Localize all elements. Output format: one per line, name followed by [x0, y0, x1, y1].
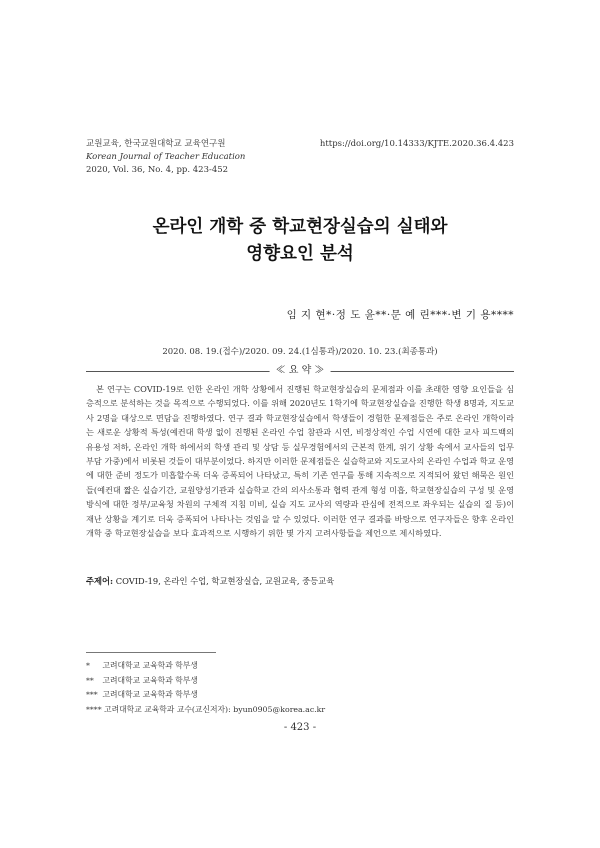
journal-name-en: Korean Journal of Teacher Education	[86, 152, 246, 162]
paper-title-line-2: 영향요인 분석	[246, 244, 354, 264]
footnote-mark: ****	[86, 704, 102, 714]
doi-link[interactable]: https://doi.org/10.14333/KJTE.2020.36.4.423	[319, 139, 514, 149]
footnote-text: 고려대학교 교육학과 학부생	[102, 690, 198, 700]
author-list: 임 지 현*·정 도 윤**·문 예 린***·변 기 용****	[286, 309, 514, 321]
abstract-body: 본 연구는 COVID-19로 인한 온라인 개학 상황에서 진행된 학교현장실습의 문제점과 이를 초래한 영향 요인들을 심층적으로 분석하는 것을 목적으로 수행되었다. 이를 위해 2020년도 1학기에 학교현장실습을 진행한 학생 8명과, 지도교사 2명을 대상으로 면담을 진행하였다. 연구 결과 학교현장실습에서 학생들이 경험한 문제점들은 주로 온라인 개학이라는 새로운 상황적 특성(예컨대 학생 없이 진행된 온라인 수업 참관과 시연, 비정상적인 수업 시연에 대한 교사 피드백의 유용성 저하, 온라인 개학 하에서의 학생 관리 및 상담 등 실무경험에서의 근본적 한계, 위기 상황 속에서 교사들의 업무 부담 가중)에서 비롯된 것들이 대부분이었다. 하지만 이러한 문제점들은 실습학교와 지도교사의 온라인 수업과 학교 운영에 대한 준비 정도가 미흡할수록 더욱 증폭되어 나타났고, 특히 기존 연구를 통해 지속적으로 지적되어 왔던 해묵은 원인들(예컨대 짧은 실습기간, 교원양성기관과 실습학교 간의 의사소통과 협력 관계 형성 미흡, 학교현장실습의 구성 및 운영방식에 대한 정부/교육청 차원의 구체적 지침 미비, 실습 지도 교사의 역량과 관심에 전적으로 좌우되는 실습의 질 등)이 재난 상황을 계기로 더욱 증폭되어 나타나는 것임을 알 수 있었다. 이러한 연구 결과를 바탕으로 연구자들은 향후 온라인 개학 중 학교현장실습을 보다 효과적으로 시행하기 위한 몇 가지 고려사항들을 제언으로 제시하였다.	[86, 384, 514, 539]
footnote-text: 고려대학교 교육학과 교수(교신저자): byun0905@korea.ac.kr	[104, 704, 326, 714]
footnote	[86, 674, 325, 689]
keywords-label: 주제어:	[86, 576, 114, 586]
footnote	[86, 688, 325, 703]
footnote	[86, 703, 325, 718]
footnote-text: 고려대학교 교육학과 학부생	[102, 661, 198, 670]
footnote-mark: ***	[86, 690, 98, 700]
journal-volume-info: 2020, Vol. 36, No. 4, pp. 423-452	[86, 165, 229, 175]
journal-info	[86, 138, 245, 177]
footnote-divider	[86, 652, 216, 653]
keywords-value: COVID-19, 온라인 수업, 학교현장실습, 교원교육, 중등교육	[115, 576, 335, 586]
keywords	[86, 575, 514, 587]
paper-title	[60, 214, 540, 268]
abstract-heading-label: ≪ 요 약 ≫	[270, 364, 331, 378]
footnote	[86, 659, 325, 674]
footnote-mark: **	[86, 675, 94, 685]
page-number: - 423 -	[283, 722, 317, 733]
footnote-mark: *	[86, 661, 90, 670]
footnote-text: 고려대학교 교육학과 학부생	[102, 675, 198, 685]
paper-title-line-1: 온라인 개학 중 학교현장실습의 실태와	[152, 217, 448, 237]
journal-name-ko: 교원교육, 한국교원대학교 교육연구원	[86, 139, 226, 149]
abstract-heading	[86, 364, 514, 378]
submission-dates: 2020. 08. 19.(접수)/2020. 09. 24.(1심통과)/2020. 10. 23.(최종통과)	[162, 347, 438, 357]
footnotes	[86, 659, 325, 717]
